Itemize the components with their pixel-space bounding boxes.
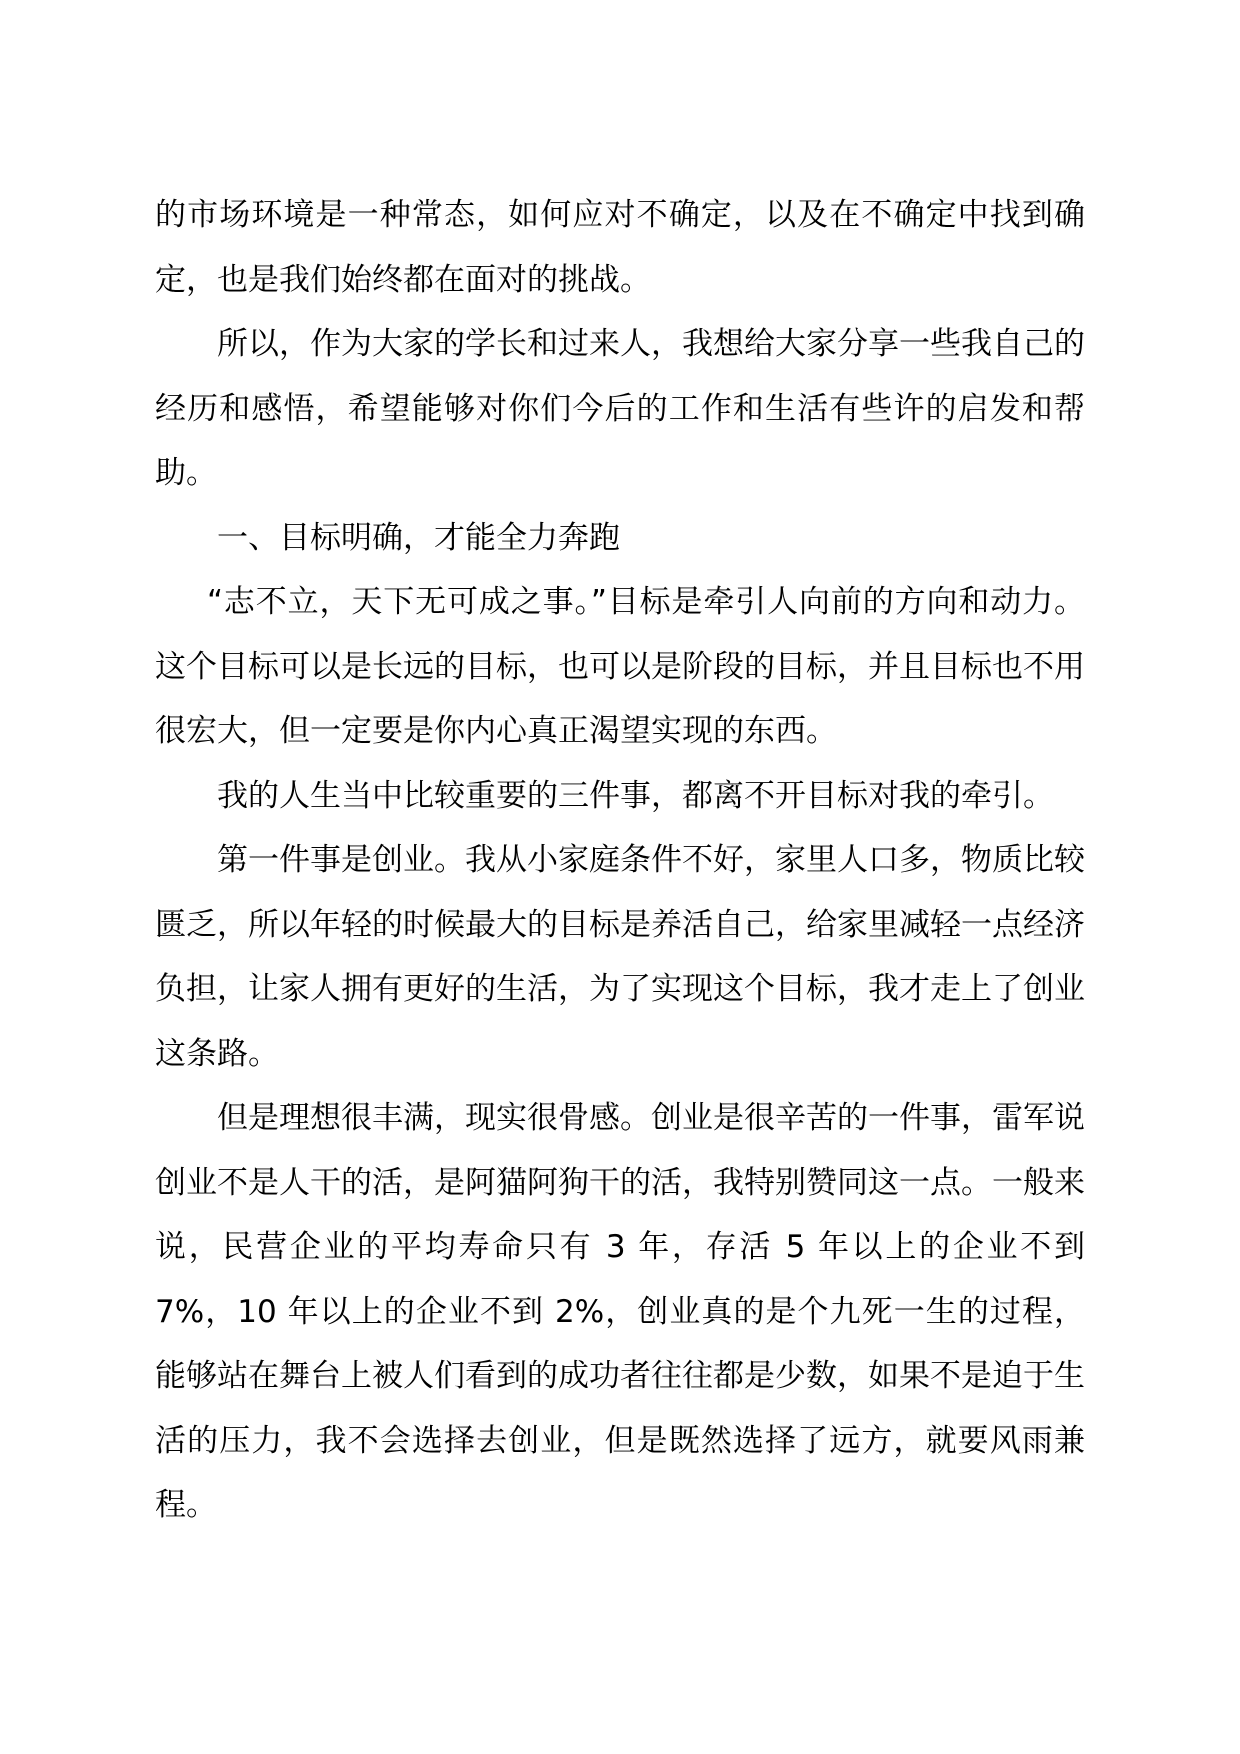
paragraph-intro: 所以，作为大家的学长和过来人，我想给大家分享一些我自己的经历和感悟，希望能够对你们今后的工作和生活有些许的启发和帮助。	[155, 326, 1085, 491]
paragraph-continuation: 的市场环境是一种常态，如何应对不确定，以及在不确定中找到确定，也是我们始终都在面对的挑战。	[155, 197, 1085, 298]
paragraph-first-thing: 第一件事是创业。我从小家庭条件不好，家里人口多，物质比较匮乏，所以年轻的时候最大的目标是养活自己，给家里减轻一点经济负担，让家人拥有更好的生活，为了实现这个目标，我才走上了创业这条路。	[155, 842, 1085, 1072]
paragraph-quote: “志不立，天下无可成之事。”目标是牵引人向前的方向和动力。这个目标可以是长远的目标，也可以是阶段的目标，并且目标也不用很宏大，但一定要是你内心真正渴望实现的东西。	[155, 584, 1085, 749]
section-heading: 一、目标明确，才能全力奔跑	[217, 519, 620, 556]
paragraph-three-things: 我的人生当中比较重要的三件事，都离不开目标对我的牵引。	[217, 777, 1054, 814]
document-body	[155, 183, 1085, 1538]
paragraph-startup-reality: 但是理想很丰满，现实很骨感。创业是很辛苦的一件事，雷军说创业不是人干的活，是阿猫阿狗干的活，我特别赞同这一点。一般来说，民营企业的平均寿命只有 3 年，存活 5 年以上的企业不到 7%，10 年以上的企业不到 2%，创业真的是个九死一生的过程，能够站在舞台上被人们看到的成功者往往都是少数，如果不是迫于生活的压力，我不会选择去创业，但是既然选择了远方，就要风雨兼程。	[155, 1100, 1085, 1523]
